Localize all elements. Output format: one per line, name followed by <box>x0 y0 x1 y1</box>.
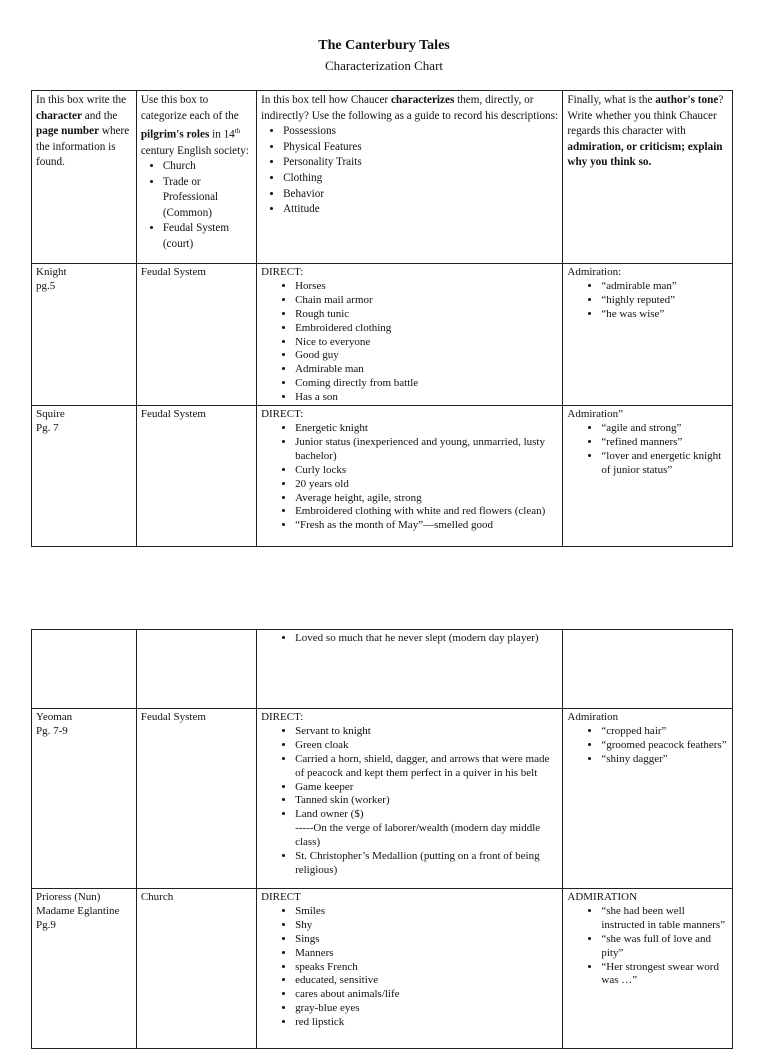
list-item: • “he was wise” <box>601 308 729 322</box>
list-item: • Servant to knight <box>295 725 559 739</box>
page-number: Pg.9 <box>36 918 56 931</box>
list-item: • Physical Features <box>283 140 559 156</box>
tone-label: ADMIRATION <box>567 891 638 903</box>
page-number: Pg. 7 <box>36 421 59 434</box>
table-header-row <box>32 91 733 264</box>
list-item: • Good guy <box>295 349 559 363</box>
table-row-knight <box>32 264 733 406</box>
tone-cell <box>563 709 733 889</box>
trait-list <box>261 725 559 822</box>
tone-cell <box>563 406 733 547</box>
header-role-col: Use this box to categorize each of the pilgrim's roles in 14th century English society: • Church • Trade or Professional (Common) • Feudal System (court) <box>136 91 256 264</box>
list-item: • red lipstick <box>295 1016 559 1030</box>
tone-cell <box>563 889 733 1049</box>
list-item: • cares about animals/life <box>295 988 559 1002</box>
list-item: • Smiles <box>295 905 559 919</box>
page-number: pg.5 <box>36 279 56 292</box>
table-row-prioress <box>32 889 733 1049</box>
method-label: DIRECT: <box>261 408 304 421</box>
characterization-cell <box>257 630 563 709</box>
tone-label: Admiration” <box>567 408 623 421</box>
method-label: DIRECT <box>261 891 301 903</box>
list-item: • speaks French <box>295 961 559 975</box>
list-item: • “lover and energetic knight of junior status” <box>601 450 729 478</box>
character-alt-name: Madame Eglantine <box>36 904 120 917</box>
character-cell <box>32 406 137 547</box>
character-cell <box>32 630 137 709</box>
list-item: • 20 years old <box>295 478 559 492</box>
character-name: Prioress (Nun) <box>36 891 101 903</box>
quote-list <box>567 422 729 478</box>
list-item: • Sings <box>295 933 559 947</box>
document-title: The Canterbury Tales <box>318 38 450 53</box>
list-item: • Coming directly from battle <box>295 377 559 391</box>
list-item: • Trade or Professional (Common) <box>163 175 253 222</box>
character-cell <box>32 709 137 889</box>
list-item: • “she had been well instructed in table manners” <box>601 905 729 933</box>
list-item: • Tanned skin (worker) <box>295 794 559 808</box>
quote-list <box>567 280 729 322</box>
header-characterization-col: In this box tell how Chaucer characterizes them, directly, or indirectly? Use the following as a guide to record his descriptions: • Possessions • Physical Features • Personality Traits • Clothing • Behavior • Attitude <box>257 91 563 264</box>
list-item: • Carried a horn, shield, dagger, and arrows that were made of peacock and kept them perfect in a quiver in his belt <box>295 753 559 781</box>
list-item: • “Fresh as the month of May”—smelled good <box>295 519 559 533</box>
character-name: Yeoman <box>36 711 73 723</box>
list-item: • educated, sensitive <box>295 974 559 988</box>
role-cell: Feudal System <box>136 406 256 547</box>
trait-list <box>261 905 559 1030</box>
list-item: • Nice to everyone <box>295 336 559 350</box>
role-category-list <box>141 159 253 253</box>
tone-cell <box>563 264 733 406</box>
characterization-cell <box>257 264 563 406</box>
table-row-continued <box>32 630 733 709</box>
list-item: • Admirable man <box>295 363 559 377</box>
tone-cell <box>563 630 733 709</box>
list-item: • Loved so much that he never slept (modern day player) <box>295 632 559 646</box>
characterization-cell <box>257 406 563 547</box>
characterization-table-page1 <box>31 90 733 547</box>
characterization-cell <box>257 889 563 1049</box>
list-item: • Land owner ($) <box>295 808 559 822</box>
method-label: DIRECT: <box>261 711 304 723</box>
list-item: • Shy <box>295 919 559 933</box>
role-cell: Church <box>136 889 256 1049</box>
list-item: • Has a son <box>295 391 559 405</box>
character-name: Knight <box>36 266 67 278</box>
list-item: • Horses <box>295 280 559 294</box>
list-item: • Rough tunic <box>295 308 559 322</box>
list-item: • Average height, agile, strong <box>295 492 559 506</box>
quote-list <box>567 725 729 767</box>
list-item: • Energetic knight <box>295 422 559 436</box>
method-label: DIRECT: <box>261 266 304 278</box>
list-item: • “admirable man” <box>601 280 729 294</box>
list-item: • “groomed peacock feathers” <box>601 739 729 753</box>
list-item: • St. Christopher’s Medallion (putting on a front of being religious) <box>295 850 559 878</box>
annotation-note: -----On the verge of laborer/wealth (modern day middle class) <box>295 822 541 849</box>
list-item: • Green cloak <box>295 739 559 753</box>
trait-list <box>261 422 559 533</box>
list-item: • Embroidered clothing with white and red flowers (clean) <box>295 505 559 519</box>
list-item: • Chain mail armor <box>295 294 559 308</box>
list-item: • Game keeper <box>295 781 559 795</box>
list-item: • “highly reputed” <box>601 294 729 308</box>
tone-label: Admiration: <box>567 266 622 278</box>
role-cell <box>136 630 256 709</box>
trait-list <box>261 632 559 646</box>
list-item: • Personality Traits <box>283 155 559 171</box>
table-row-yeoman <box>32 709 733 889</box>
header-tone-col: Finally, what is the author's tone? Write whether you think Chaucer regards this character with admiration, or criticism; explain why you think so. <box>563 91 733 264</box>
list-item: • Clothing <box>283 171 559 187</box>
list-item: • gray-blue eyes <box>295 1002 559 1016</box>
list-item: • Manners <box>295 947 559 961</box>
character-cell <box>32 889 137 1049</box>
trait-list <box>261 280 559 405</box>
list-item: • Possessions <box>283 124 559 140</box>
document-subtitle: Characterization Chart <box>324 58 444 73</box>
list-item: • “agile and strong” <box>601 422 729 436</box>
table-row-squire <box>32 406 733 547</box>
list-item: • “she was full of love and pity” <box>601 933 729 961</box>
list-item: • Curly locks <box>295 464 559 478</box>
list-item: • Embroidered clothing <box>295 322 559 336</box>
list-item: • Church <box>163 159 253 175</box>
list-item: • Feudal System (court) <box>163 221 253 252</box>
list-item: • Junior status (inexperienced and young, unmarried, lusty bachelor) <box>295 436 559 464</box>
character-name: Squire <box>36 408 65 421</box>
header-character-col: In this box write the character and the page number where the information is found. <box>32 91 137 264</box>
characterization-table-page2 <box>31 629 733 1049</box>
list-item: • “refined manners” <box>601 436 729 450</box>
role-cell: Feudal System <box>136 709 256 889</box>
tone-label: Admiration <box>567 711 619 723</box>
quote-list <box>567 905 729 988</box>
list-item: • “Her strongest swear word was …” <box>601 961 729 989</box>
list-item: • “cropped hair” <box>601 725 729 739</box>
list-item: • “shiny dagger” <box>601 753 729 767</box>
characterization-cell <box>257 709 563 889</box>
characterization-guide-list <box>261 124 559 218</box>
role-cell: Feudal System <box>136 264 256 406</box>
character-cell <box>32 264 137 406</box>
list-item: • Attitude <box>283 202 559 218</box>
page-number: Pg. 7-9 <box>36 724 68 737</box>
trait-list <box>261 850 559 878</box>
list-item: • Behavior <box>283 187 559 203</box>
